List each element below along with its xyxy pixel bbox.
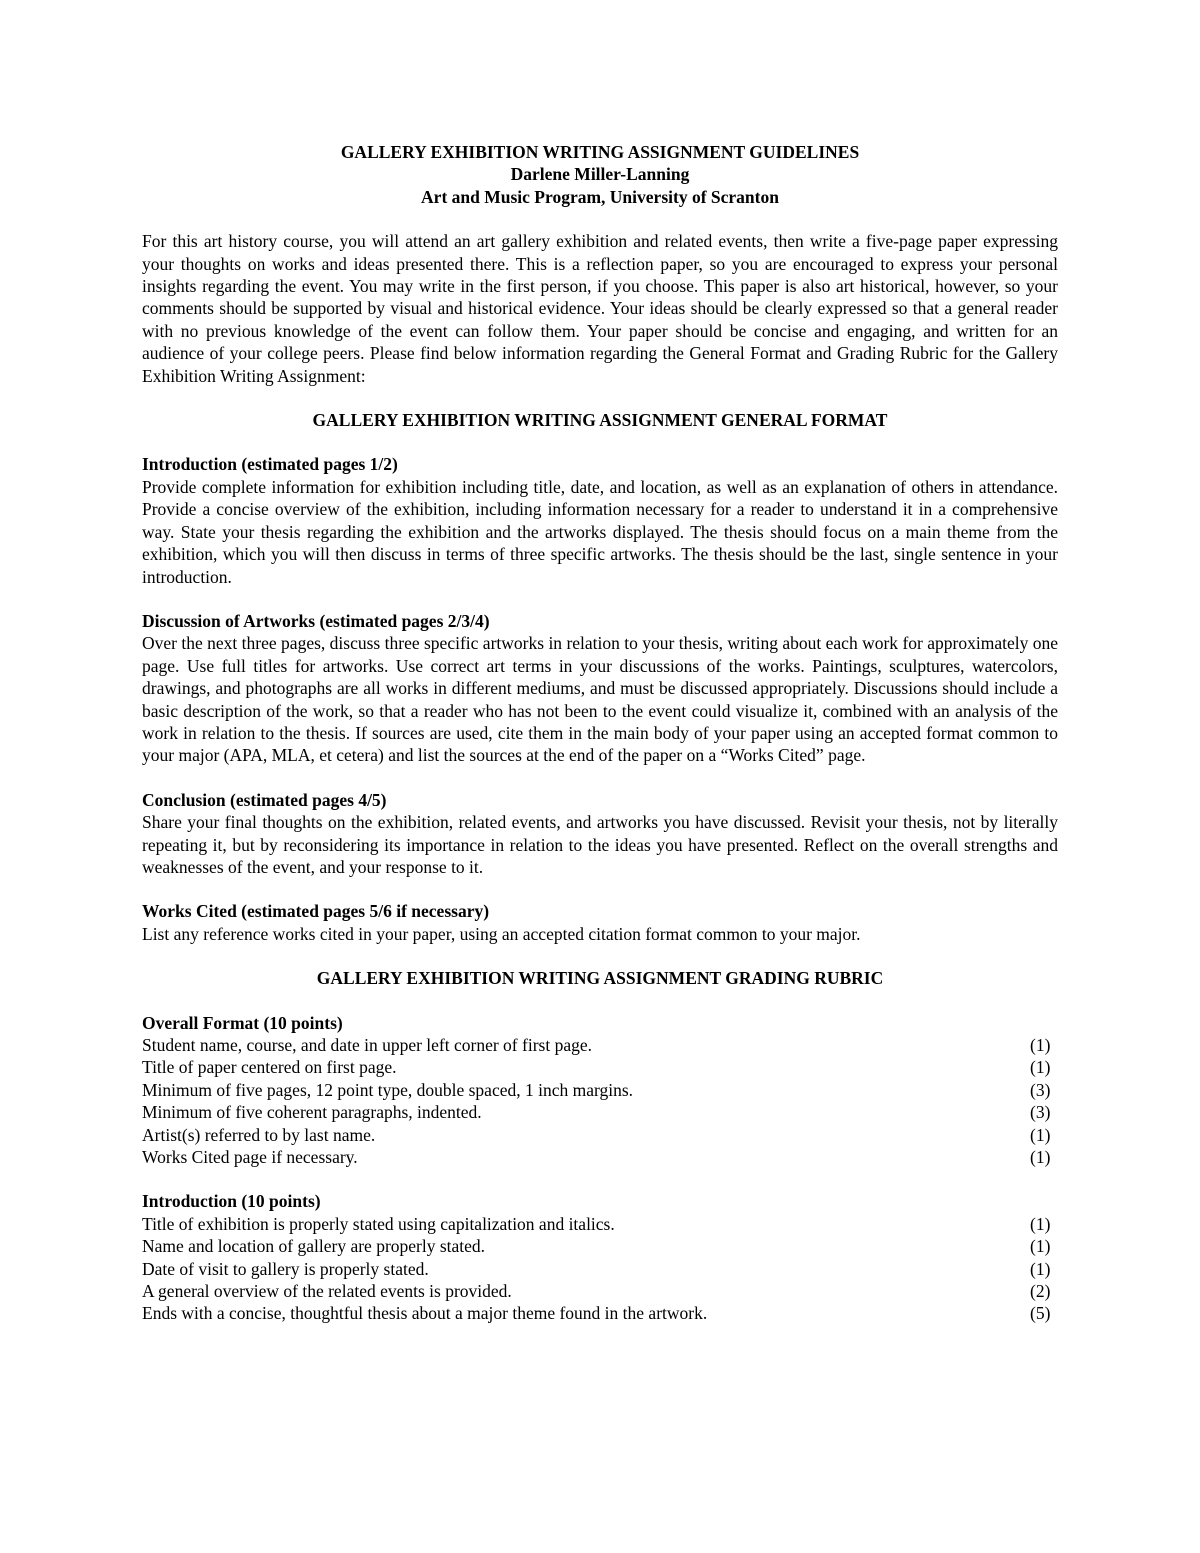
rubric-group-overall-format — [142, 1012, 1058, 1169]
rubric-item-text: Name and location of gallery are properly stated. — [142, 1236, 486, 1257]
rubric-item-points: (1) — [1030, 1035, 1051, 1055]
document-title: GALLERY EXHIBITION WRITING ASSIGNMENT GUIDELINES — [340, 142, 860, 162]
format-section-conclusion — [142, 789, 1058, 879]
rubric-item-points: (1) — [1030, 1258, 1051, 1279]
format-body-works-cited: List any reference works cited in your paper, using an accepted citation format common to your major. — [142, 923, 861, 944]
format-heading-works-cited: Works Cited (estimated pages 5/6 if necessary) — [142, 901, 490, 922]
rubric-item-text: Works Cited page if necessary. — [142, 1147, 358, 1168]
format-heading-introduction: Introduction (estimated pages 1/2) — [142, 454, 398, 475]
rubric-item-points: (1) — [1030, 1057, 1051, 1078]
rubric-item — [142, 1235, 1058, 1257]
rubric-item — [142, 1258, 1058, 1280]
format-body-introduction: Provide complete information for exhibition including title, date, and location, as well as an explanation of others in attendance. Provide a concise overview of the exhibition, including information necessary for a reader to understand it in a comprehensive way. State your thesis regarding the exhibition and the artworks displayed. The thesis should focus on a main theme from the exhibition, which you will then discuss in terms of three specific artworks. The thesis should be the last, single sentence in your introduction. — [142, 476, 1058, 587]
rubric-item-points: (1) — [1030, 1124, 1051, 1145]
rubric-item — [142, 1056, 1058, 1078]
rubric-item-text: Title of paper centered on first page. — [142, 1057, 397, 1078]
format-heading-conclusion: Conclusion (estimated pages 4/5) — [142, 789, 387, 810]
format-section-discussion — [142, 610, 1058, 767]
rubric-item — [142, 1034, 1058, 1056]
format-section-introduction — [142, 453, 1058, 587]
rubric-item-text: Title of exhibition is properly stated using capitalization and italics. — [142, 1213, 615, 1234]
rubric-item-text: Artist(s) referred to by last name. — [142, 1124, 376, 1145]
rubric-heading-introduction: Introduction (10 points) — [142, 1191, 321, 1212]
rubric-item — [142, 1146, 1058, 1168]
format-section-works-cited — [142, 900, 1058, 945]
rubric-item — [142, 1101, 1058, 1123]
format-body-discussion: Over the next three pages, discuss three specific artworks in relation to your thesis, writing about each work for approximately one page. Use full titles for artworks. Use correct art terms in your discussions of the works. Paintings, sculptures, watercolors, drawings, and photographs are all works in different mediums, and must be discussed appropriately. Discussions should include a basic description of the work, so that a reader who has not been to the event could visualize it, combined with an analysis of the work in relation to the thesis. If sources are used, cite them in the main body of your paper using an accepted format common to your major (APA, MLA, et cetera) and list the sources at the end of the paper on a “Works Cited” page. — [142, 633, 1058, 766]
rubric-item-text: Student name, course, and date in upper left corner of first page. — [142, 1035, 592, 1055]
rubric-item-points: (3) — [1030, 1079, 1051, 1100]
rubric-item-points: (3) — [1030, 1102, 1051, 1123]
rubric-item — [142, 1079, 1058, 1101]
format-heading-discussion: Discussion of Artworks (estimated pages 2/3/4) — [142, 610, 490, 631]
rubric-group-introduction — [142, 1190, 1058, 1324]
rubric-item-text: Minimum of five pages, 12 point type, double spaced, 1 inch margins. — [142, 1079, 634, 1100]
program-name: Art and Music Program, University of Scranton — [421, 186, 779, 207]
author-name: Darlene Miller-Lanning — [510, 164, 690, 185]
document-page — [142, 141, 1058, 1325]
intro-paragraph: For this art history course, you will attend an art gallery exhibition and related events, then write a five-page paper expressing your thoughts on works and ideas presented there. This is a reflection paper, so you are encouraged to express your personal insights regarding the event. You may write in the first person, if you choose. This paper is also art historical, however, so your comments should be supported by visual and historical evidence. Your ideas should be clearly expressed so that a general reader with no previous knowledge of the event can follow them. Your paper should be concise and engaging, and written for an audience of your college peers. Please find below information regarding the General Format and Grading Rubric for the Gallery Exhibition Writing Assignment: — [142, 231, 1058, 386]
rubric-item-points: (2) — [1030, 1281, 1051, 1302]
rubric-item-text: Date of visit to gallery is properly stated. — [142, 1258, 429, 1279]
rubric-item — [142, 1302, 1058, 1324]
rubric-item-points: (5) — [1030, 1303, 1051, 1324]
rubric-item-text: A general overview of the related events is provided. — [142, 1281, 512, 1302]
grading-rubric-title: GALLERY EXHIBITION WRITING ASSIGNMENT GRADING RUBRIC — [316, 968, 884, 989]
rubric-item-text: Ends with a concise, thoughtful thesis about a major theme found in the artwork. — [142, 1303, 708, 1324]
rubric-item-points: (1) — [1030, 1236, 1051, 1257]
rubric-item — [142, 1280, 1058, 1302]
rubric-item-points: (1) — [1030, 1147, 1051, 1168]
rubric-item-text: Minimum of five coherent paragraphs, indented. — [142, 1102, 482, 1123]
general-format-title: GALLERY EXHIBITION WRITING ASSIGNMENT GENERAL FORMAT — [312, 410, 888, 431]
rubric-heading-overall-format: Overall Format (10 points) — [142, 1012, 343, 1033]
format-body-conclusion: Share your final thoughts on the exhibition, related events, and artworks you have discussed. Revisit your thesis, not by literally repeating it, but by reconsidering its importance in relation to the ideas you have presented. Reflect on the overall strengths and weaknesses of the event, and your response to it. — [142, 812, 1058, 877]
rubric-item-points: (1) — [1030, 1213, 1051, 1234]
rubric-item — [142, 1213, 1058, 1235]
rubric-item — [142, 1124, 1058, 1146]
